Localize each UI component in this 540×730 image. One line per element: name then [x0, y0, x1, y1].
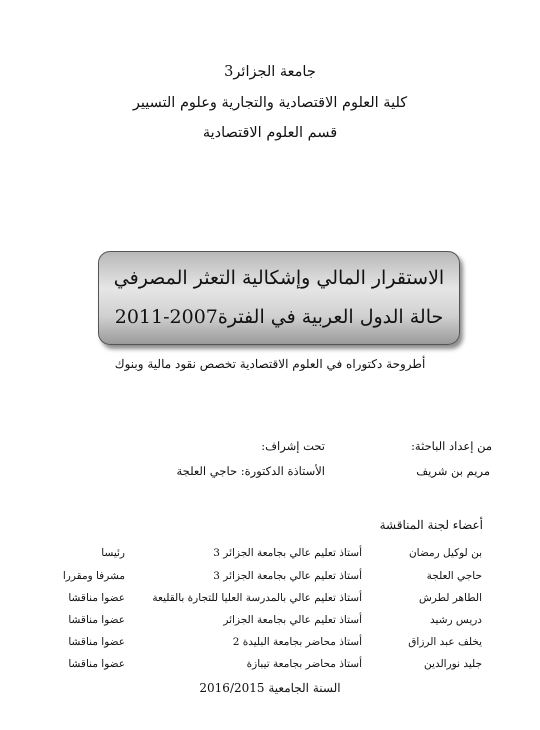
- thesis-subtitle: أطروحة دكتوراه في العلوم الاقتصادية تخصص نقود مالية وبنوك: [114, 357, 426, 371]
- thesis-title-line-1: الاستقرار المالي وإشكالية التعثر المصرفي: [113, 267, 445, 289]
- member-position: أستاذ محاضر بجامعة تيبازة: [246, 658, 362, 670]
- committee-row: [0, 613, 540, 629]
- supervisor-name: الأستاذة الدكتورة: حاجي العلجة: [176, 464, 325, 478]
- committee-row: [0, 546, 540, 562]
- member-role: عضوا مناقشا: [68, 592, 125, 604]
- member-position: أستاذ تعليم عالي بجامعة الجزائر 3: [213, 570, 362, 582]
- committee-row: [0, 635, 540, 651]
- committee-row: [0, 569, 540, 585]
- member-role: مشرفا ومقررا: [62, 570, 125, 582]
- member-role: عضوا مناقشا: [68, 658, 125, 670]
- committee-title: أعضاء لجنة المناقشة: [379, 518, 483, 532]
- academic-year: السنة الجامعية 2016/2015: [199, 681, 341, 695]
- member-name: بن لوكيل رمضان: [408, 547, 482, 559]
- thesis-title-line-2: حالة الدول العربية في الفترة2007-2011: [114, 306, 444, 328]
- researcher-name: مريم بن شريف: [416, 464, 490, 478]
- member-name: حاجي العلجة: [426, 570, 482, 582]
- member-position: أستاذ محاضر بجامعة البليدة 2: [232, 636, 362, 648]
- prepared-by-label: من إعداد الباحثة:: [411, 439, 492, 453]
- member-position: أستاذ تعليم عالي بالمدرسة العليا للتجارة بالقليعة: [152, 592, 362, 604]
- committee-row: [0, 591, 540, 607]
- member-name: دريس رشيد: [430, 614, 482, 626]
- department-name: قسم العلوم الاقتصادية: [202, 125, 338, 141]
- committee-row: [0, 657, 540, 673]
- member-role: عضوا مناقشا: [68, 614, 125, 626]
- faculty-name: كلية العلوم الاقتصادية والتجارية وعلوم التسيير: [132, 95, 408, 111]
- member-name: يخلف عبد الرزاق: [408, 636, 482, 648]
- member-name: جليد نورالدين: [424, 658, 482, 670]
- member-position: أستاذ تعليم عالي بجامعة الجزائر 3: [213, 547, 362, 559]
- university-name: جامعة الجزائر3: [224, 64, 316, 80]
- supervision-label: تحت إشراف:: [261, 439, 325, 453]
- member-role: رئيسا: [101, 547, 125, 559]
- member-name: الطاهر لطرش: [418, 592, 482, 604]
- member-role: عضوا مناقشا: [68, 636, 125, 648]
- thesis-title-box: [98, 251, 460, 345]
- member-position: أستاذ تعليم عالي بجامعة الجزائر: [223, 614, 362, 626]
